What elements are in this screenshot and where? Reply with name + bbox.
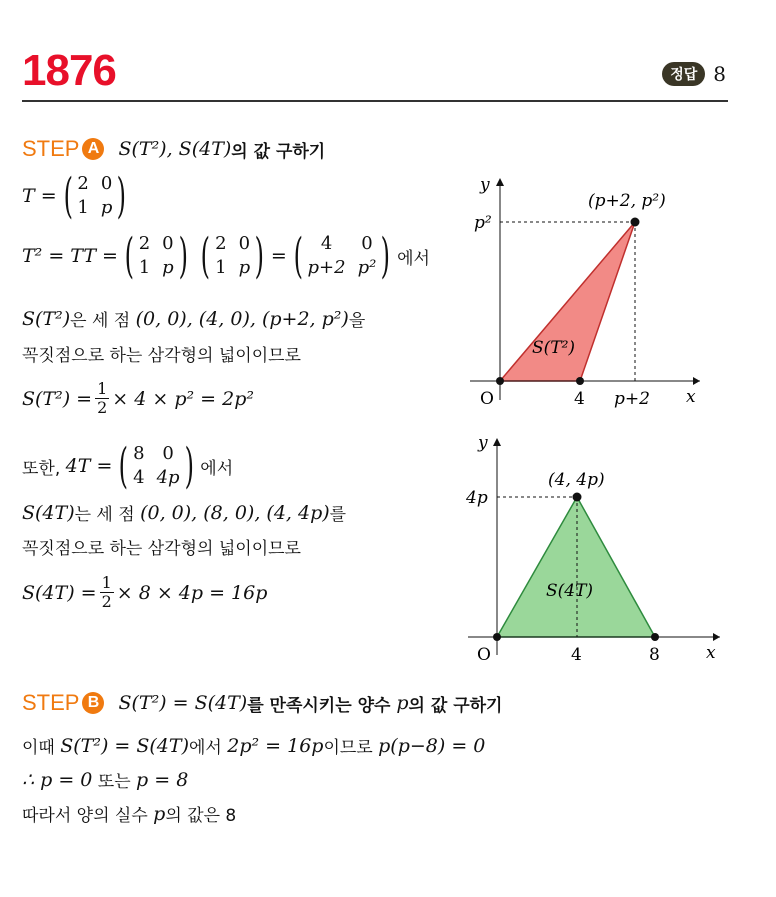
math-expression: S(T²) [22, 307, 71, 330]
point-label: (4, 4p) [548, 470, 605, 490]
math-expression: = [270, 245, 287, 267]
x-label: x [686, 387, 696, 407]
matrix-entry: p [238, 257, 251, 278]
origin-label: O [477, 645, 491, 665]
matrix: ( 2 0 1 p ) [63, 168, 127, 224]
region-label: S(T²) [532, 338, 576, 358]
numerator: 1 [101, 573, 112, 592]
text: 따라서 양의 실수 [22, 806, 154, 826]
math-expression: p = 8 [136, 768, 189, 791]
text: 꼭짓점으로 하는 삼각형의 넓이이므로 [22, 539, 301, 559]
math-expression: (0, 0), (4, 0), (p+2, p²) [135, 307, 349, 330]
matrix-entry: 8 [133, 443, 145, 464]
step-text: STEP [22, 690, 80, 715]
text: 을 [348, 311, 366, 331]
x-label: x [706, 643, 716, 663]
text: 또는 [92, 772, 137, 792]
matrix: ( 2 0 1 p ) [124, 228, 188, 284]
math-expression: S(T²) = S(4T) [118, 692, 248, 714]
problem-number: 1876 [22, 46, 116, 95]
math-expression: S(4T) [22, 501, 75, 524]
math-expression: 2p² = 16p [227, 734, 324, 757]
math-expression: ∴ p = 0 [22, 768, 93, 791]
text: 꼭짓점으로 하는 삼각형의 넓이이므로 [22, 346, 301, 366]
matrix-entry: 0 [238, 233, 251, 254]
math-expression: T = [22, 185, 57, 207]
math-expression: S(T²), S(4T) [118, 138, 232, 160]
y-label: y [480, 175, 490, 195]
step-text: STEP [22, 136, 80, 161]
text: 또한, [22, 458, 66, 479]
matrix-entry: 4 [320, 233, 333, 254]
matrix-entry: p [162, 257, 174, 278]
text: 이때 [22, 738, 61, 758]
point-label: (p+2, p²) [588, 191, 666, 211]
math-expression: T² = TT = [22, 245, 118, 267]
matrix: ( 8 0 4 4p ) [119, 438, 194, 494]
text: 는 세 점 [74, 505, 141, 525]
matrix-entry: p² [357, 257, 377, 278]
matrix-entry: p [100, 197, 113, 218]
math-expression: S(4T) = [22, 581, 97, 604]
text: 에서 [188, 738, 228, 758]
matrix: ( 2 0 1 p ) [201, 228, 265, 284]
text: 의 값 구하기 [408, 695, 503, 716]
graph-t-squared [470, 175, 700, 409]
x-tick: p+2 [614, 389, 650, 409]
answer-value: 8 [713, 62, 726, 86]
matrix-entry: 4p [156, 467, 180, 488]
step-letter-icon: A [82, 138, 104, 160]
matrix-entry: 0 [162, 443, 174, 464]
numerator: 1 [97, 379, 108, 398]
denominator: 2 [97, 398, 108, 417]
math-expression: × 8 × 4p = 16p [116, 581, 268, 604]
math-expression: (0, 0), (8, 0), (4, 4p) [140, 501, 330, 524]
triangle-4t [497, 497, 655, 637]
denominator: 2 [101, 592, 112, 611]
graph-4t [465, 433, 720, 665]
answer-badge: 정답 [662, 62, 705, 86]
matrix-entry: 0 [162, 233, 174, 254]
math-expression: × 4 × p² = 2p² [112, 387, 254, 410]
step-letter-icon: B [82, 692, 104, 714]
text: 에서 [200, 458, 234, 479]
y-tick: 4p [466, 488, 488, 508]
text: 에서 [397, 248, 430, 269]
matrix-entry: 1 [138, 257, 151, 278]
matrix-entry: 2 [215, 233, 227, 254]
matrix-entry: p+2 [307, 257, 346, 278]
y-label: y [478, 433, 488, 453]
text: 를 [329, 505, 347, 525]
text: 의 값은 8 [165, 806, 237, 826]
text: 의 값 구하기 [231, 141, 326, 162]
matrix-entry: 1 [77, 197, 89, 218]
math-expression: p [396, 692, 409, 714]
matrix-entry: 4 [133, 467, 145, 488]
matrix-entry: 2 [77, 173, 89, 194]
x-tick: 8 [649, 645, 660, 665]
region-label: S(4T) [546, 581, 594, 601]
matrix-entry: 0 [361, 233, 373, 254]
math-expression: p [153, 802, 166, 825]
math-expression: S(T²) = S(4T) [60, 734, 189, 757]
matrix-entry: 2 [138, 233, 151, 254]
matrix-entry: 0 [100, 173, 113, 194]
matrix-entry: 1 [215, 257, 227, 278]
y-tick: p² [474, 213, 492, 233]
math-expression: p(p−8) = 0 [378, 734, 486, 757]
origin-label: O [480, 389, 494, 409]
x-tick: 4 [571, 645, 582, 665]
x-tick: 4 [574, 389, 585, 409]
text: 를 만족시키는 양수 [247, 695, 397, 716]
matrix: ( 4 0 p+2 p² ) [293, 228, 391, 284]
text: 이므로 [323, 738, 379, 758]
math-expression: S(T²) = [22, 387, 93, 410]
text: 은 세 점 [70, 311, 136, 331]
math-expression: 4T = [65, 455, 113, 477]
